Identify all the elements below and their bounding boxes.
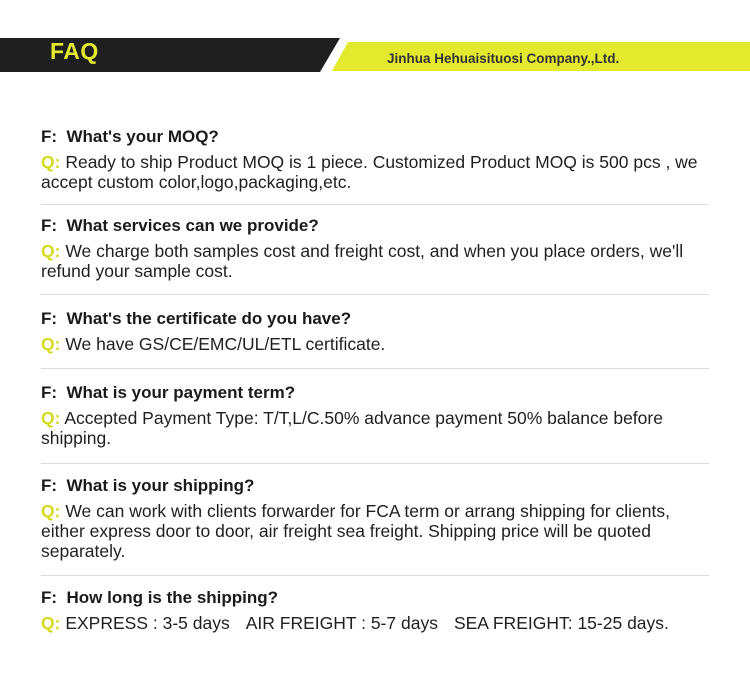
faq-item [41, 295, 709, 369]
page-header [0, 0, 750, 90]
faq-answer [41, 334, 709, 354]
question-text: How long is the shipping? [66, 588, 279, 607]
header-banner-shapes [0, 0, 750, 90]
answer-text: Accepted Payment Type: T/T,L/C.50% advance payment 50% balance before shipping. [41, 408, 663, 448]
question-text: What's the certificate do you have? [66, 309, 352, 328]
faq-answer [41, 613, 709, 633]
faq-item [41, 120, 709, 205]
question-prefix: F: [41, 216, 58, 235]
faq-answer [41, 241, 709, 281]
faq-question [41, 307, 709, 331]
faq-question [41, 125, 709, 149]
page-title: FAQ [50, 38, 99, 64]
faq-question [41, 586, 709, 610]
faq-item [41, 576, 709, 633]
question-prefix: F: [41, 476, 58, 495]
faq-question [41, 214, 709, 238]
faq-answer [41, 152, 709, 192]
faq-item [41, 464, 709, 576]
question-prefix: F: [41, 127, 58, 146]
answer-prefix: Q: [41, 334, 61, 354]
company-name: Jinhua Hehuaisituosi Company.,Ltd. [387, 51, 620, 66]
faq-item [41, 205, 709, 295]
faq-question [41, 474, 709, 498]
faq-answer [41, 408, 709, 448]
shipping-sea: SEA FREIGHT: 15-25 days. [453, 613, 669, 633]
answer-prefix: Q: [41, 408, 61, 428]
shipping-air: AIR FREIGHT : 5-7 days [245, 613, 438, 633]
answer-prefix: Q: [41, 613, 61, 633]
answer-prefix: Q: [41, 241, 61, 261]
answer-prefix: Q: [41, 501, 61, 521]
question-text: What's your MOQ? [66, 127, 219, 146]
question-prefix: F: [41, 588, 58, 607]
faq-answer [41, 501, 709, 561]
faq-list [41, 120, 709, 633]
question-text: What is your payment term? [66, 383, 296, 402]
faq-question [41, 381, 709, 405]
question-text: What services can we provide? [66, 216, 319, 235]
faq-item [41, 369, 709, 464]
question-prefix: F: [41, 309, 58, 328]
question-text: What is your shipping? [66, 476, 255, 495]
shipping-express: EXPRESS : 3-5 days [65, 613, 230, 633]
answer-text: Ready to ship Product MOQ is 1 piece. Customized Product MOQ is 500 pcs , we accept custom color,logo,packaging,etc. [41, 152, 698, 192]
answer-text: We have GS/CE/EMC/UL/ETL certificate. [65, 334, 386, 354]
answer-text: We can work with clients forwarder for FCA term or arrang shipping for clients, either express door to door, air freight sea freight. Shipping price will be quoted separately. [41, 501, 670, 561]
question-prefix: F: [41, 383, 58, 402]
answer-text: We charge both samples cost and freight cost, and when you place orders, we'll refund your sample cost. [41, 241, 684, 281]
answer-prefix: Q: [41, 152, 61, 172]
